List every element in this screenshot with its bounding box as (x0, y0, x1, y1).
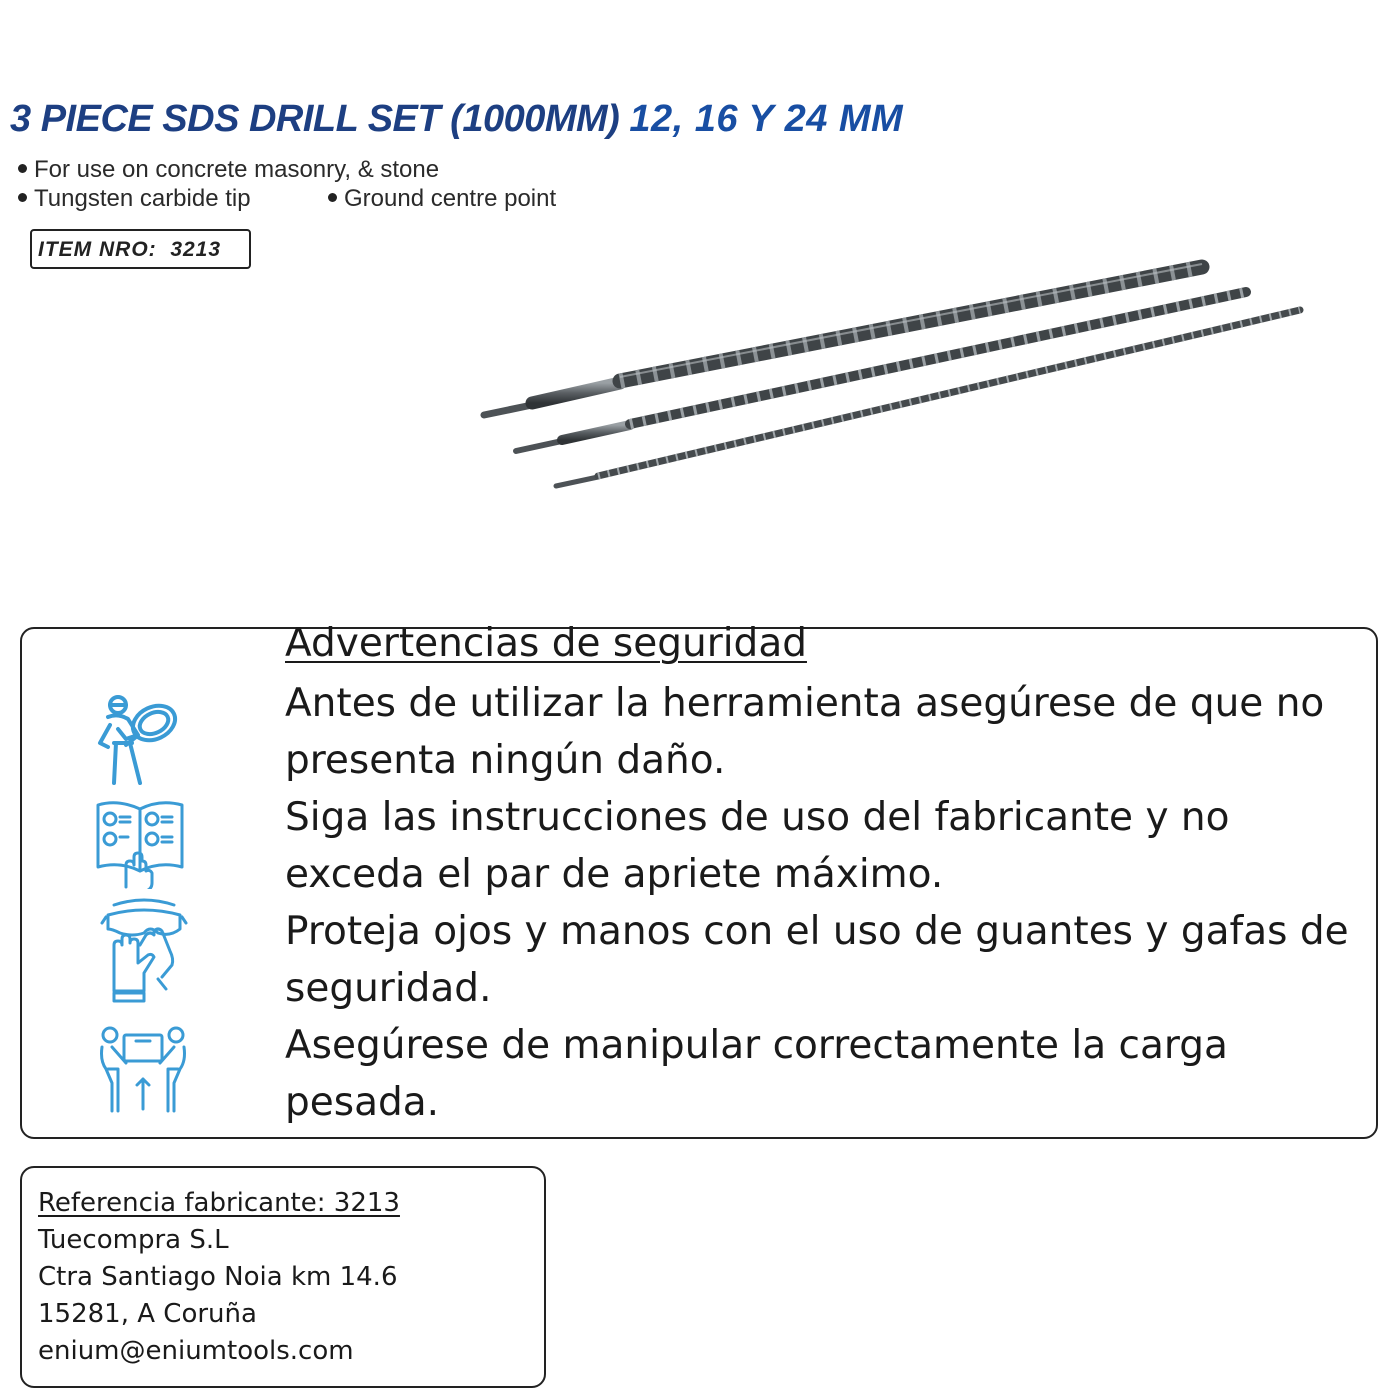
drill-bit-24mm (484, 264, 1202, 415)
product-name: 3 PIECE SDS DRILL SET (1000MM) (10, 98, 620, 140)
item-number-box (30, 229, 251, 269)
company-email[interactable]: enium@eniumtools.com (38, 1336, 354, 1366)
bullet-icon (328, 193, 337, 202)
feature-item (328, 185, 556, 213)
safety-warning-3: Proteja ojos y manos con el uso de guantes y gafas de seguridad. (285, 909, 1349, 1011)
inspect-tool-icon (96, 695, 188, 787)
team-lift-icon (98, 1025, 190, 1115)
drill-bit-16mm (516, 292, 1246, 451)
safety-warning-2: Siga las instrucciones de uso del fabricante y no exceda el par de apriete máximo. (285, 795, 1230, 897)
product-title (10, 98, 903, 141)
bullet-icon (18, 164, 27, 173)
drill-bit-12mm (556, 310, 1300, 486)
instructions-manual-icon (94, 797, 186, 889)
company-address: Ctra Santiago Noia km 14.6 (38, 1262, 398, 1292)
drill-bits-image (470, 255, 1320, 505)
company-name: Tuecompra S.L (38, 1225, 229, 1255)
feature-item (18, 185, 251, 213)
safety-title: Advertencias de seguridad (285, 621, 807, 666)
manufacturer-reference: Referencia fabricante: 3213 (38, 1188, 400, 1218)
feature-text: For use on concrete masonry, & stone (34, 156, 440, 183)
safety-warnings-panel (20, 621, 1378, 1139)
product-sizes: 12, 16 Y 24 MM (629, 98, 904, 140)
bullet-icon (18, 193, 27, 202)
feature-text: Tungsten carbide tip (34, 185, 251, 212)
feature-item (18, 156, 439, 184)
goggles-gloves-icon (100, 897, 192, 1005)
item-label: ITEM NRO: (38, 238, 157, 261)
feature-text: Ground centre point (344, 185, 557, 212)
safety-warning-1: Antes de utilizar la herramienta asegúrese de que no presenta ningún daño. (285, 681, 1325, 783)
company-city: 15281, A Coruña (38, 1299, 257, 1329)
safety-warning-4: Asegúrese de manipular correctamente la carga pesada. (285, 1023, 1228, 1125)
manufacturer-reference-panel (20, 1166, 546, 1388)
item-number: 3213 (170, 238, 222, 261)
